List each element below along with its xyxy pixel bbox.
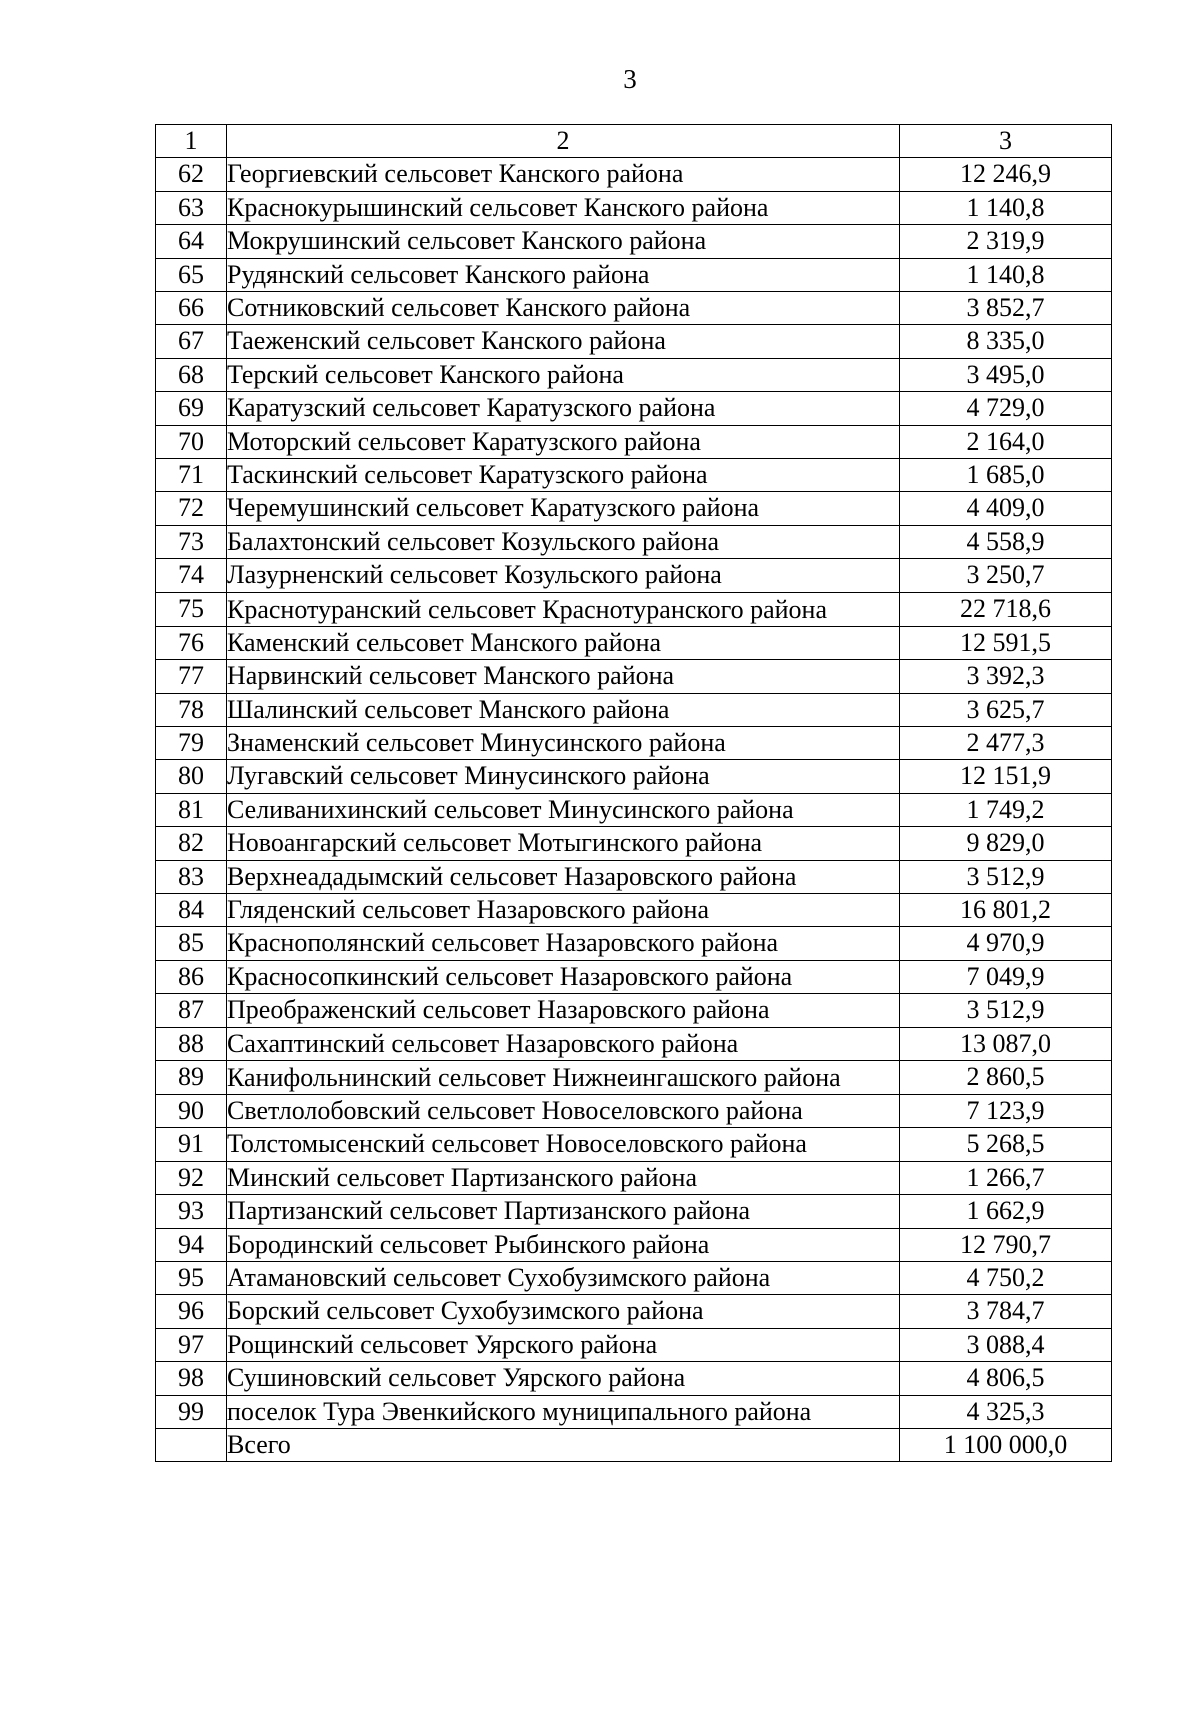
row-number: 80 [156, 760, 227, 793]
table-row [156, 392, 1112, 425]
row-value: 3 625,7 [900, 693, 1112, 726]
row-number: 74 [156, 559, 227, 592]
table-row [156, 191, 1112, 224]
row-name: Лугавский сельсовет Минусинского района [227, 760, 900, 793]
row-name: Новоангарский сельсовет Мотыгинского района [227, 827, 900, 860]
row-value: 9 829,0 [900, 827, 1112, 860]
table-row [156, 158, 1112, 191]
row-name: Краснотуранский сельсовет Краснотуранского района [227, 592, 900, 626]
row-value: 22 718,6 [900, 592, 1112, 626]
table-row [156, 860, 1112, 893]
row-value: 5 268,5 [900, 1128, 1112, 1161]
row-name: Рудянский сельсовет Канского района [227, 258, 900, 291]
row-number: 97 [156, 1328, 227, 1361]
row-number: 79 [156, 726, 227, 759]
row-value: 16 801,2 [900, 893, 1112, 926]
table-row [156, 626, 1112, 659]
row-number: 89 [156, 1060, 227, 1094]
row-number: 64 [156, 225, 227, 258]
row-number: 98 [156, 1362, 227, 1395]
row-name: Моторский сельсовет Каратузского района [227, 425, 900, 458]
row-number: 75 [156, 592, 227, 626]
table-row [156, 1161, 1112, 1194]
table-row [156, 492, 1112, 525]
row-name: Гляденский сельсовет Назаровского района [227, 893, 900, 926]
row-number: 90 [156, 1094, 227, 1127]
row-name: Преображенский сельсовет Назаровского района [227, 994, 900, 1027]
row-name: поселок Тура Эвенкийского муниципального района [227, 1395, 900, 1428]
row-value: 12 151,9 [900, 760, 1112, 793]
row-value: 7 049,9 [900, 960, 1112, 993]
row-number: 66 [156, 292, 227, 325]
table-row [156, 927, 1112, 960]
row-number: 70 [156, 425, 227, 458]
table-row [156, 525, 1112, 558]
table-body [156, 158, 1112, 1462]
row-value: 3 392,3 [900, 660, 1112, 693]
row-value: 7 123,9 [900, 1094, 1112, 1127]
row-value: 1 662,9 [900, 1195, 1112, 1228]
row-name: Светлолобовский сельсовет Новоселовского района [227, 1094, 900, 1127]
row-name: Толстомысенский сельсовет Новоселовского района [227, 1128, 900, 1161]
table-row [156, 1128, 1112, 1161]
row-name: Балахтонский сельсовет Козульского района [227, 525, 900, 558]
row-number: 87 [156, 994, 227, 1027]
row-number: 82 [156, 827, 227, 860]
row-value: 2 860,5 [900, 1060, 1112, 1094]
row-value: 4 806,5 [900, 1362, 1112, 1395]
row-name: Канифольнинский сельсовет Нижнеингашского района [227, 1060, 900, 1094]
row-name: Краснокурышинский сельсовет Канского района [227, 191, 900, 224]
total-number [156, 1429, 227, 1462]
row-number: 96 [156, 1295, 227, 1328]
table-row [156, 660, 1112, 693]
row-name: Знаменский сельсовет Минусинского района [227, 726, 900, 759]
row-number: 71 [156, 459, 227, 492]
row-number: 72 [156, 492, 227, 525]
row-name: Партизанский сельсовет Партизанского района [227, 1195, 900, 1228]
row-number: 69 [156, 392, 227, 425]
table-row [156, 960, 1112, 993]
row-value: 3 250,7 [900, 559, 1112, 592]
table-row [156, 693, 1112, 726]
row-number: 93 [156, 1195, 227, 1228]
row-value: 4 325,3 [900, 1395, 1112, 1428]
row-value: 12 790,7 [900, 1228, 1112, 1261]
row-value: 4 750,2 [900, 1262, 1112, 1295]
row-number: 86 [156, 960, 227, 993]
row-name: Минский сельсовет Партизанского района [227, 1161, 900, 1194]
row-value: 8 335,0 [900, 325, 1112, 358]
row-number: 63 [156, 191, 227, 224]
row-name: Таскинский сельсовет Каратузского района [227, 459, 900, 492]
row-number: 92 [156, 1161, 227, 1194]
row-name: Георгиевский сельсовет Канского района [227, 158, 900, 191]
row-number: 91 [156, 1128, 227, 1161]
row-number: 77 [156, 660, 227, 693]
table-row [156, 1395, 1112, 1428]
row-value: 12 246,9 [900, 158, 1112, 191]
column-header-value: 3 [900, 125, 1112, 158]
row-name: Рощинский сельсовет Уярского района [227, 1328, 900, 1361]
table-row [156, 425, 1112, 458]
table-row [156, 1060, 1112, 1094]
row-name: Верхнеададымский сельсовет Назаровского района [227, 860, 900, 893]
row-number: 62 [156, 158, 227, 191]
row-value: 3 852,7 [900, 292, 1112, 325]
table-row [156, 793, 1112, 826]
table-row [156, 994, 1112, 1027]
table-header-row [156, 125, 1112, 158]
table-row [156, 1328, 1112, 1361]
row-value: 4 409,0 [900, 492, 1112, 525]
row-number: 85 [156, 927, 227, 960]
row-name: Лазурненский сельсовет Козульского района [227, 559, 900, 592]
table-row [156, 1027, 1112, 1060]
row-name: Черемушинский сельсовет Каратузского района [227, 492, 900, 525]
table-row [156, 1195, 1112, 1228]
row-name: Бородинский сельсовет Рыбинского района [227, 1228, 900, 1261]
row-name: Борский сельсовет Сухобузимского района [227, 1295, 900, 1328]
row-value: 1 749,2 [900, 793, 1112, 826]
row-value: 4 729,0 [900, 392, 1112, 425]
table-row [156, 1228, 1112, 1261]
row-value: 1 685,0 [900, 459, 1112, 492]
row-name: Каратузский сельсовет Каратузского района [227, 392, 900, 425]
row-name: Селиванихинский сельсовет Минусинского района [227, 793, 900, 826]
row-number: 84 [156, 893, 227, 926]
table-row [156, 893, 1112, 926]
table-row [156, 1295, 1112, 1328]
total-row [156, 1429, 1112, 1462]
column-header-number: 1 [156, 125, 227, 158]
row-name: Мокрушинский сельсовет Канского района [227, 225, 900, 258]
row-value: 1 140,8 [900, 258, 1112, 291]
row-name: Таеженский сельсовет Канского района [227, 325, 900, 358]
table-row [156, 225, 1112, 258]
table-row [156, 592, 1112, 626]
table-row [156, 325, 1112, 358]
row-name: Сотниковский сельсовет Канского района [227, 292, 900, 325]
row-name: Шалинский сельсовет Манского района [227, 693, 900, 726]
table-row [156, 358, 1112, 391]
row-number: 68 [156, 358, 227, 391]
row-number: 95 [156, 1262, 227, 1295]
row-value: 2 477,3 [900, 726, 1112, 759]
row-number: 67 [156, 325, 227, 358]
total-label: Всего [227, 1429, 900, 1462]
table-row [156, 559, 1112, 592]
row-name: Сахаптинский сельсовет Назаровского района [227, 1027, 900, 1060]
row-value: 3 495,0 [900, 358, 1112, 391]
page-number: 3 [623, 64, 637, 94]
table-row [156, 292, 1112, 325]
table-row [156, 760, 1112, 793]
row-value: 4 558,9 [900, 525, 1112, 558]
row-value: 3 512,9 [900, 994, 1112, 1027]
row-name: Нарвинский сельсовет Манского района [227, 660, 900, 693]
row-value: 3 784,7 [900, 1295, 1112, 1328]
row-number: 73 [156, 525, 227, 558]
row-name: Атамановский сельсовет Сухобузимского района [227, 1262, 900, 1295]
row-number: 78 [156, 693, 227, 726]
row-value: 13 087,0 [900, 1027, 1112, 1060]
row-value: 3 088,4 [900, 1328, 1112, 1361]
row-number: 65 [156, 258, 227, 291]
column-header-name: 2 [227, 125, 900, 158]
table-row [156, 827, 1112, 860]
row-name: Терский сельсовет Канского района [227, 358, 900, 391]
row-number: 76 [156, 626, 227, 659]
row-name: Каменский сельсовет Манского района [227, 626, 900, 659]
row-name: Красносопкинский сельсовет Назаровского района [227, 960, 900, 993]
total-value: 1 100 000,0 [900, 1429, 1112, 1462]
row-value: 1 140,8 [900, 191, 1112, 224]
table-row [156, 258, 1112, 291]
row-number: 94 [156, 1228, 227, 1261]
row-number: 88 [156, 1027, 227, 1060]
table-row [156, 1362, 1112, 1395]
row-name: Краснополянский сельсовет Назаровского района [227, 927, 900, 960]
row-name: Сушиновский сельсовет Уярского района [227, 1362, 900, 1395]
row-value: 3 512,9 [900, 860, 1112, 893]
row-number: 83 [156, 860, 227, 893]
table-row [156, 1094, 1112, 1127]
row-value: 4 970,9 [900, 927, 1112, 960]
allocation-table [155, 124, 1112, 1462]
row-number: 81 [156, 793, 227, 826]
table-row [156, 1262, 1112, 1295]
table-row [156, 459, 1112, 492]
row-value: 12 591,5 [900, 626, 1112, 659]
table-row [156, 726, 1112, 759]
row-number: 99 [156, 1395, 227, 1428]
row-value: 2 164,0 [900, 425, 1112, 458]
row-value: 2 319,9 [900, 225, 1112, 258]
row-value: 1 266,7 [900, 1161, 1112, 1194]
